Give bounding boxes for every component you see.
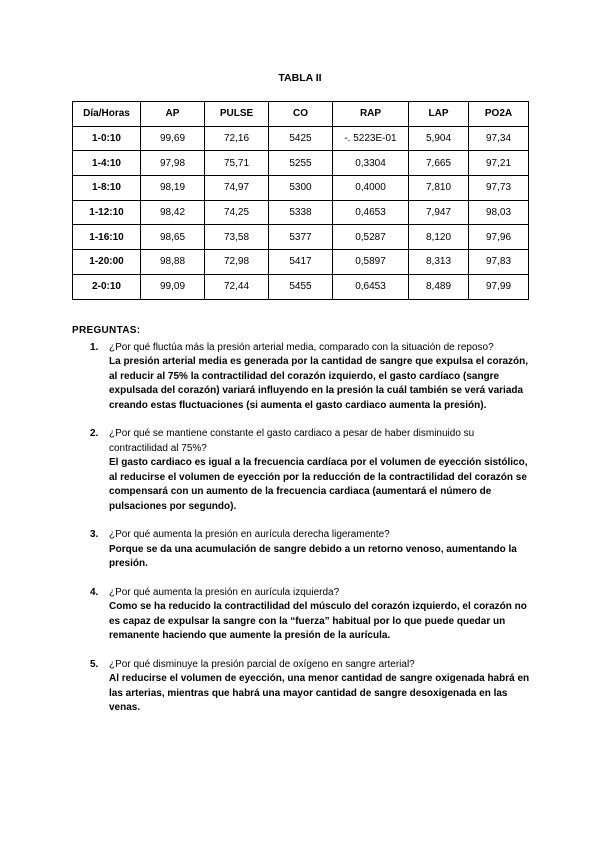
table-cell: 0,5287 <box>333 225 409 250</box>
table-cell: 0,5897 <box>333 250 409 275</box>
question-item <box>72 427 532 514</box>
table-cell: 99,69 <box>141 126 205 151</box>
table-cell: 5377 <box>269 225 333 250</box>
table-cell: 72,44 <box>205 274 269 299</box>
table-row <box>73 274 529 299</box>
table-cell: 74,25 <box>205 200 269 225</box>
answer-text: Como se ha reducido la contractilidad del músculo del corazón izquierdo, el corazón no es capaz de expulsar la sangre con la “fuerza” habitual por lo que puede quedar un remanente haciendo que aumente la presión de la aurícula. <box>109 601 527 641</box>
answer-text: Al reducirse el volumen de eyección, una menor cantidad de sangre oxigenada habrá en las arterias, mientras que habrá una mayor cantidad de sangre desoxigenada en las venas. <box>109 673 530 713</box>
table-cell: 0,3304 <box>333 151 409 176</box>
table-cell: 98,88 <box>141 250 205 275</box>
table-cell: 0,6453 <box>333 274 409 299</box>
table-cell: 5,904 <box>409 126 469 151</box>
table-cell: 7,810 <box>409 176 469 201</box>
table-row <box>73 200 529 225</box>
table-cell: 75,71 <box>205 151 269 176</box>
table-cell: 97,99 <box>469 274 529 299</box>
table-header-row <box>73 102 529 127</box>
question-item <box>72 341 532 414</box>
column-header: Día/Horas <box>73 102 141 127</box>
data-table <box>72 101 529 300</box>
table-cell: 98,65 <box>141 225 205 250</box>
table-cell: 8,120 <box>409 225 469 250</box>
column-header: RAP <box>333 102 409 127</box>
table-cell: 5425 <box>269 126 333 151</box>
table-cell: 99,09 <box>141 274 205 299</box>
table-cell: 1-8:10 <box>73 176 141 201</box>
table-cell: 1-16:10 <box>73 225 141 250</box>
question-item <box>72 528 532 572</box>
question-text: ¿Por qué aumenta la presión en aurícula izquierda? <box>109 586 340 598</box>
table-cell: 97,98 <box>141 151 205 176</box>
question-number: 1. <box>90 341 99 353</box>
table-cell: 97,83 <box>469 250 529 275</box>
answer-text: La presión arterial media es generada por la cantidad de sangre que expulsa el corazón, al reducir al 75% la contractilidad del corazón izquierdo, el gasto cardíaco (sangre expulsada del corazón) variará influyendo en la presión la cuál también se verá variada creando estas fluctuaciones (si aumenta el gasto cardiaco aumenta la presión). <box>109 356 529 411</box>
table-cell: 73,58 <box>205 225 269 250</box>
table-cell: 97,73 <box>469 176 529 201</box>
table-cell: 98,19 <box>141 176 205 201</box>
table-cell: 97,21 <box>469 151 529 176</box>
column-header: CO <box>269 102 333 127</box>
table-cell: 5300 <box>269 176 333 201</box>
answer-text: Porque se da una acumulación de sangre debido a un retorno venoso, aumentando la presión. <box>109 543 517 569</box>
table-cell: 1-12:10 <box>73 200 141 225</box>
table-row <box>73 225 529 250</box>
table-cell: 2-0:10 <box>73 274 141 299</box>
table-row <box>73 250 529 275</box>
table-cell: 1-4:10 <box>73 151 141 176</box>
question-text: ¿Por qué disminuye la presión parcial de oxígeno en sangre arterial? <box>109 658 415 670</box>
table-row <box>73 176 529 201</box>
table-row <box>73 151 529 176</box>
table-cell: 5417 <box>269 250 333 275</box>
question-item <box>72 658 532 716</box>
question-text: ¿Por qué aumenta la presión en aurícula derecha ligeramente? <box>109 529 390 540</box>
table-cell: 72,98 <box>205 250 269 275</box>
table-cell: 98,03 <box>469 200 529 225</box>
page-title: TABLA II <box>278 72 322 84</box>
table-cell: 8,313 <box>409 250 469 275</box>
question-text: ¿Por qué fluctúa más la presión arterial media, comparado con la situación de reposo? <box>109 341 494 353</box>
question-number: 5. <box>90 658 99 670</box>
table-cell: -. 5223E-01 <box>333 126 409 151</box>
question-number: 4. <box>90 586 99 598</box>
questions-section <box>72 324 532 730</box>
table-cell: 98,42 <box>141 200 205 225</box>
question-number: 3. <box>90 529 99 540</box>
column-header: PULSE <box>205 102 269 127</box>
table-cell: 7,665 <box>409 151 469 176</box>
table-cell: 97,96 <box>469 225 529 250</box>
table-cell: 7,947 <box>409 200 469 225</box>
answer-text: El gasto cardiaco es igual a la frecuencia cardíaca por el volumen de eyección sistólico, al reducirse el volumen de eyección por la reducción de la contractilidad del corazón se compensará con un aumento de la frecuencia cardiaca (aumentará el número de pulsaciones por segundo). <box>109 457 528 512</box>
question-item <box>72 586 532 644</box>
table-cell: 5338 <box>269 200 333 225</box>
question-text: ¿Por qué se mantiene constante el gasto cardiaco a pesar de haber disminuido su contractilidad al 75%? <box>109 428 475 454</box>
table-cell: 1-20:00 <box>73 250 141 275</box>
table-cell: 1-0:10 <box>73 126 141 151</box>
table-cell: 72,16 <box>205 126 269 151</box>
table-cell: 5455 <box>269 274 333 299</box>
table-cell: 5255 <box>269 151 333 176</box>
questions-heading: PREGUNTAS: <box>72 325 141 336</box>
table-cell: 74,97 <box>205 176 269 201</box>
column-header: LAP <box>409 102 469 127</box>
column-header: AP <box>141 102 205 127</box>
question-number: 2. <box>90 428 99 439</box>
column-header: PO2A <box>469 102 529 127</box>
table-cell: 0,4000 <box>333 176 409 201</box>
table-row <box>73 126 529 151</box>
table-cell: 0,4653 <box>333 200 409 225</box>
table-cell: 97,34 <box>469 126 529 151</box>
table-cell: 8,489 <box>409 274 469 299</box>
